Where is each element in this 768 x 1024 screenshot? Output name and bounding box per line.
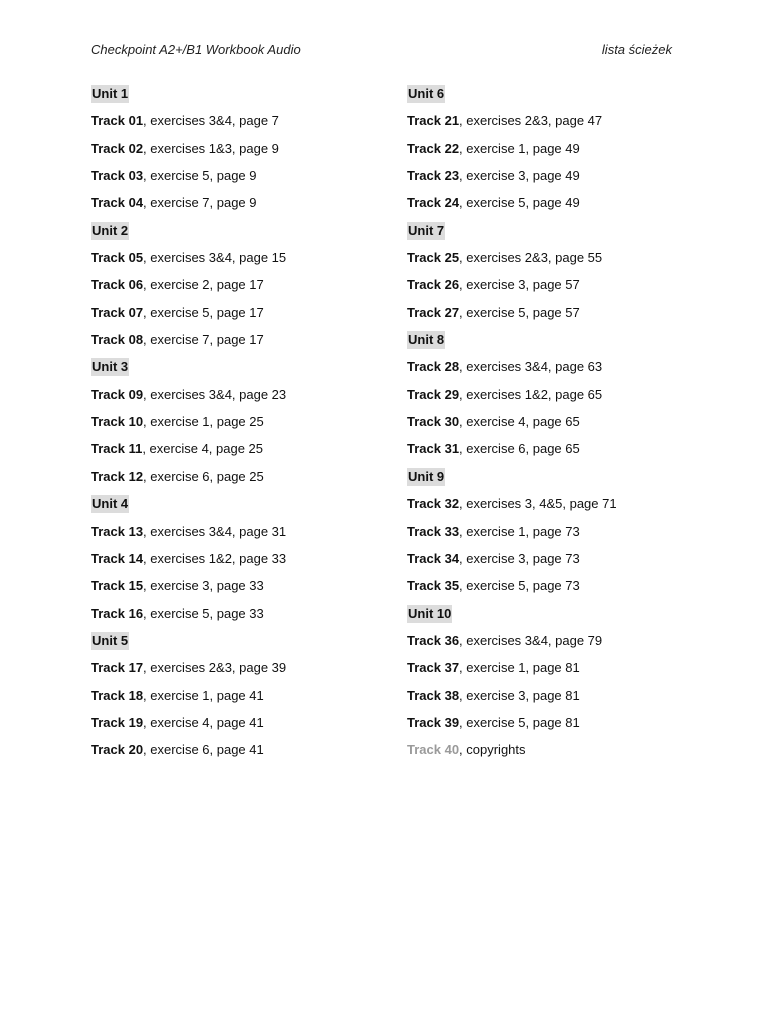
- track-list-left-column: [91, 84, 391, 768]
- unit-label: Unit 8: [408, 332, 445, 348]
- track-entry: [91, 139, 391, 166]
- track-name: Track 12: [91, 468, 144, 484]
- document-header-title: Checkpoint A2+/B1 Workbook Audio: [91, 42, 301, 57]
- track-detail: , exercise 1, page 25: [143, 414, 264, 430]
- unit-label: Unit 6: [408, 86, 445, 101]
- unit-heading: [407, 330, 707, 357]
- unit-heading: [91, 631, 391, 658]
- unit-heading: [91, 84, 391, 111]
- track-entry: [91, 522, 391, 549]
- track-name: Track 13: [91, 523, 144, 539]
- track-entry: [91, 330, 391, 357]
- unit-heading: [407, 604, 707, 631]
- track-detail: , exercises 1&2, page 65: [459, 386, 603, 402]
- track-entry: [407, 439, 707, 466]
- unit-heading: [91, 221, 391, 248]
- track-detail: , exercise 5, page 49: [459, 195, 580, 211]
- track-detail: , exercise 6, page 25: [143, 468, 264, 484]
- track-entry: [407, 111, 707, 138]
- track-entry: [91, 166, 391, 193]
- track-name: Track 30: [407, 414, 460, 430]
- track-detail: , exercise 1, page 49: [459, 140, 580, 156]
- track-detail: , exercise 4, page 41: [143, 714, 264, 730]
- track-name: Track 10: [91, 414, 144, 430]
- track-name: Track 31: [407, 441, 460, 457]
- track-detail: , exercises 1&2, page 33: [143, 550, 287, 566]
- track-entry: [407, 357, 707, 384]
- track-detail: , exercise 4, page 65: [459, 414, 580, 430]
- track-name: Track 11: [91, 441, 143, 457]
- track-name: Track 03: [91, 168, 144, 184]
- track-name: Track 39: [407, 714, 460, 730]
- track-name: Track 02: [91, 140, 144, 156]
- track-entry: [407, 631, 707, 658]
- track-name: Track 06: [91, 277, 144, 293]
- track-name: Track 29: [407, 386, 460, 402]
- track-entry: [407, 248, 707, 275]
- track-detail: , exercises 3&4, page 63: [459, 359, 603, 375]
- track-entry: [91, 658, 391, 685]
- track-name: Track 40: [407, 742, 460, 758]
- track-detail: , exercise 7, page 9: [143, 195, 257, 211]
- track-name: Track 28: [407, 359, 460, 375]
- unit-label: Unit 9: [408, 468, 445, 484]
- track-detail: , exercise 6, page 41: [143, 742, 264, 758]
- unit-label: Unit 7: [408, 222, 445, 238]
- track-entry: [91, 111, 391, 138]
- track-detail: , exercise 3, page 33: [143, 578, 264, 594]
- track-name: Track 08: [91, 332, 144, 348]
- track-detail: , exercise 5, page 17: [143, 304, 264, 320]
- track-name: Track 07: [91, 304, 144, 320]
- track-detail: , exercises 2&3, page 47: [459, 113, 603, 129]
- track-detail: , exercises 3, 4&5, page 71: [459, 496, 617, 512]
- unit-label: Unit 4: [92, 496, 129, 512]
- track-detail: , exercises 2&3, page 39: [143, 660, 287, 676]
- track-entry: [407, 303, 707, 330]
- track-entry: [91, 549, 391, 576]
- track-detail: , exercise 1, page 41: [143, 687, 264, 703]
- track-name: Track 17: [91, 660, 144, 676]
- track-detail: , exercise 5, page 73: [459, 578, 580, 594]
- track-entry: [407, 385, 707, 412]
- track-name: Track 35: [407, 578, 460, 594]
- track-detail: , exercise 5, page 33: [143, 605, 264, 621]
- track-entry: [407, 193, 707, 220]
- track-name: Track 04: [91, 195, 144, 211]
- track-detail: , exercises 3&4, page 23: [143, 386, 287, 402]
- track-detail: , exercise 1, page 81: [459, 660, 580, 676]
- track-detail: , exercises 3&4, page 79: [459, 632, 603, 648]
- track-entry: [407, 576, 707, 603]
- track-name: Track 01: [91, 113, 144, 129]
- track-detail: , exercise 1, page 73: [459, 523, 580, 539]
- track-detail: , exercises 1&3, page 9: [143, 140, 279, 156]
- unit-heading: [407, 221, 707, 248]
- track-entry: [407, 275, 707, 302]
- track-detail: , exercise 2, page 17: [143, 277, 264, 293]
- unit-label: Unit 1: [92, 86, 129, 101]
- track-name: Track 38: [407, 687, 460, 703]
- track-entry: [91, 193, 391, 220]
- track-name: Track 26: [407, 277, 460, 293]
- track-name: Track 16: [91, 605, 144, 621]
- track-entry: [407, 549, 707, 576]
- track-entry: [91, 740, 391, 767]
- track-name: Track 20: [91, 742, 144, 758]
- track-name: Track 15: [91, 578, 144, 594]
- track-detail: , exercises 3&4, page 31: [143, 523, 287, 539]
- track-detail: , copyrights: [459, 742, 526, 758]
- track-detail: , exercise 4, page 25: [142, 441, 264, 457]
- track-entry: [407, 686, 707, 713]
- track-detail: , exercise 6, page 65: [459, 441, 580, 457]
- track-name: Track 23: [407, 168, 460, 184]
- unit-heading: [91, 494, 391, 521]
- unit-heading: [407, 84, 707, 111]
- track-entry: [91, 303, 391, 330]
- track-entry: [407, 494, 707, 521]
- track-name: Track 21: [407, 113, 460, 129]
- track-detail: , exercise 7, page 17: [143, 332, 264, 348]
- track-name: Track 05: [91, 250, 144, 266]
- unit-label: Unit 10: [408, 605, 452, 621]
- track-entry: [91, 467, 391, 494]
- track-entry: [91, 439, 391, 466]
- track-name: Track 32: [407, 496, 460, 512]
- track-detail: , exercises 2&3, page 55: [459, 250, 603, 266]
- track-name: Track 25: [407, 250, 460, 266]
- track-name: Track 22: [407, 140, 460, 156]
- track-entry: [91, 686, 391, 713]
- unit-label: Unit 5: [92, 632, 129, 648]
- track-detail: , exercise 5, page 9: [143, 168, 257, 184]
- track-detail: , exercises 3&4, page 15: [143, 250, 287, 266]
- unit-label: Unit 2: [92, 222, 129, 238]
- track-entry: [407, 522, 707, 549]
- track-entry: [407, 166, 707, 193]
- track-name: Track 14: [91, 550, 144, 566]
- track-entry: [407, 740, 707, 767]
- unit-heading: [407, 467, 707, 494]
- track-entry: [91, 385, 391, 412]
- unit-label: Unit 3: [92, 359, 129, 375]
- track-entry: [91, 576, 391, 603]
- track-name: Track 19: [91, 714, 144, 730]
- track-entry: [91, 275, 391, 302]
- track-entry: [91, 604, 391, 631]
- track-name: Track 34: [407, 550, 460, 566]
- track-detail: , exercise 3, page 49: [459, 168, 580, 184]
- track-entry: [407, 412, 707, 439]
- track-entry: [407, 139, 707, 166]
- track-name: Track 27: [407, 304, 460, 320]
- track-detail: , exercise 5, page 81: [459, 714, 580, 730]
- track-entry: [407, 658, 707, 685]
- track-entry: [407, 713, 707, 740]
- track-entry: [91, 248, 391, 275]
- track-entry: [91, 713, 391, 740]
- track-detail: , exercise 5, page 57: [459, 304, 580, 320]
- track-detail: , exercise 3, page 81: [459, 687, 580, 703]
- track-name: Track 37: [407, 660, 460, 676]
- track-name: Track 18: [91, 687, 144, 703]
- track-name: Track 33: [407, 523, 460, 539]
- unit-heading: [91, 357, 391, 384]
- document-header-right-label: lista ścieżek: [601, 42, 672, 57]
- track-name: Track 09: [91, 386, 144, 402]
- track-name: Track 36: [407, 632, 460, 648]
- track-list-right-column: [407, 84, 707, 768]
- track-detail: , exercise 3, page 73: [459, 550, 580, 566]
- track-detail: , exercise 3, page 57: [459, 277, 580, 293]
- track-entry: [91, 412, 391, 439]
- track-name: Track 24: [407, 195, 460, 211]
- track-detail: , exercises 3&4, page 7: [143, 113, 279, 129]
